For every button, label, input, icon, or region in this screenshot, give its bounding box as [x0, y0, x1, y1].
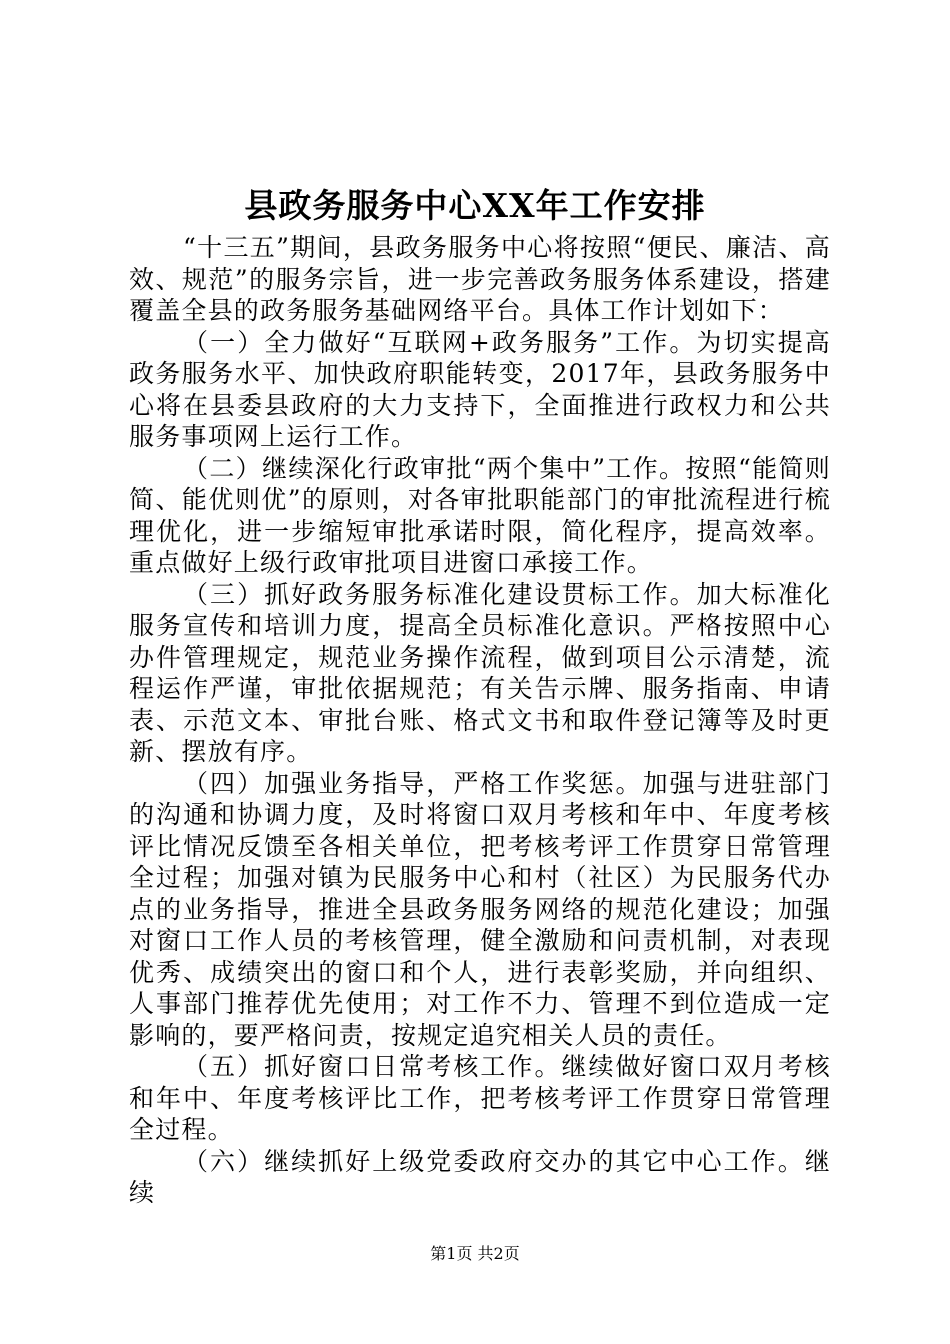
- paragraph-item-3: （三）抓好政务服务标准化建设贯标工作。加大标准化服务宣传和培训力度，提高全员标准化意识。严格按照中心办件管理规定，规范业务操作流程，做到项目公示清楚，流程运作严谨，审批依据规范；有关告示牌、服务指南、申请表、示范文本、审批台账、格式文书和取件登记簿等及时更新、摆放有序。: [129, 579, 831, 766]
- paragraph-item-4: （四）加强业务指导，严格工作奖惩。加强与进驻部门的沟通和协调力度，及时将窗口双月考核和年中、年度考核评比情况反馈至各相关单位，把考核考评工作贯穿日常管理全过程；加强对镇为民服务中心和村（社区）为民服务代办点的业务指导，推进全县政务服务网络的规范化建设；加强对窗口工作人员的考核管理，健全激励和问责机制，对表现优秀、成绩突出的窗口和个人，进行表彰奖励，并向组织、人事部门推荐优先使用；对工作不力、管理不到位造成一定影响的，要严格问责，按规定追究相关人员的责任。: [129, 768, 831, 1050]
- document-title: 县政务服务中心XX年工作安排: [244, 186, 706, 225]
- paragraph-item-5: （五）抓好窗口日常考核工作。继续做好窗口双月考核和年中、年度考核评比工作，把考核考评工作贯穿日常管理全过程。: [129, 1052, 831, 1144]
- paragraph-item-6: （六）继续抓好上级党委政府交办的其它中心工作。继续: [129, 1146, 831, 1207]
- paragraph-item-1: （一）全力做好“互联网+政务服务”工作。为切实提高政务服务水平、加快政府职能转变，2017年，县政务服务中心将在县委县政府的大力支持下，全面推进行政权力和公共服务事项网上运行工作。: [129, 327, 831, 451]
- page-number-footer: 第1页 共2页: [430, 1244, 520, 1263]
- paragraph-intro: “十三五”期间，县政务服务中心将按照“便民、廉洁、高效、规范”的服务宗旨，进一步完善政务服务体系建设，搭建覆盖全县的政务服务基础网络平台。具体工作计划如下：: [129, 233, 831, 325]
- document-body: [129, 232, 831, 1209]
- paragraph-item-2: （二）继续深化行政审批“两个集中”工作。按照“能简则简、能优则优”的原则，对各审批职能部门的审批流程进行梳理优化，进一步缩短审批承诺时限，简化程序，提高效率。重点做好上级行政审批项目进窗口承接工作。: [129, 453, 831, 577]
